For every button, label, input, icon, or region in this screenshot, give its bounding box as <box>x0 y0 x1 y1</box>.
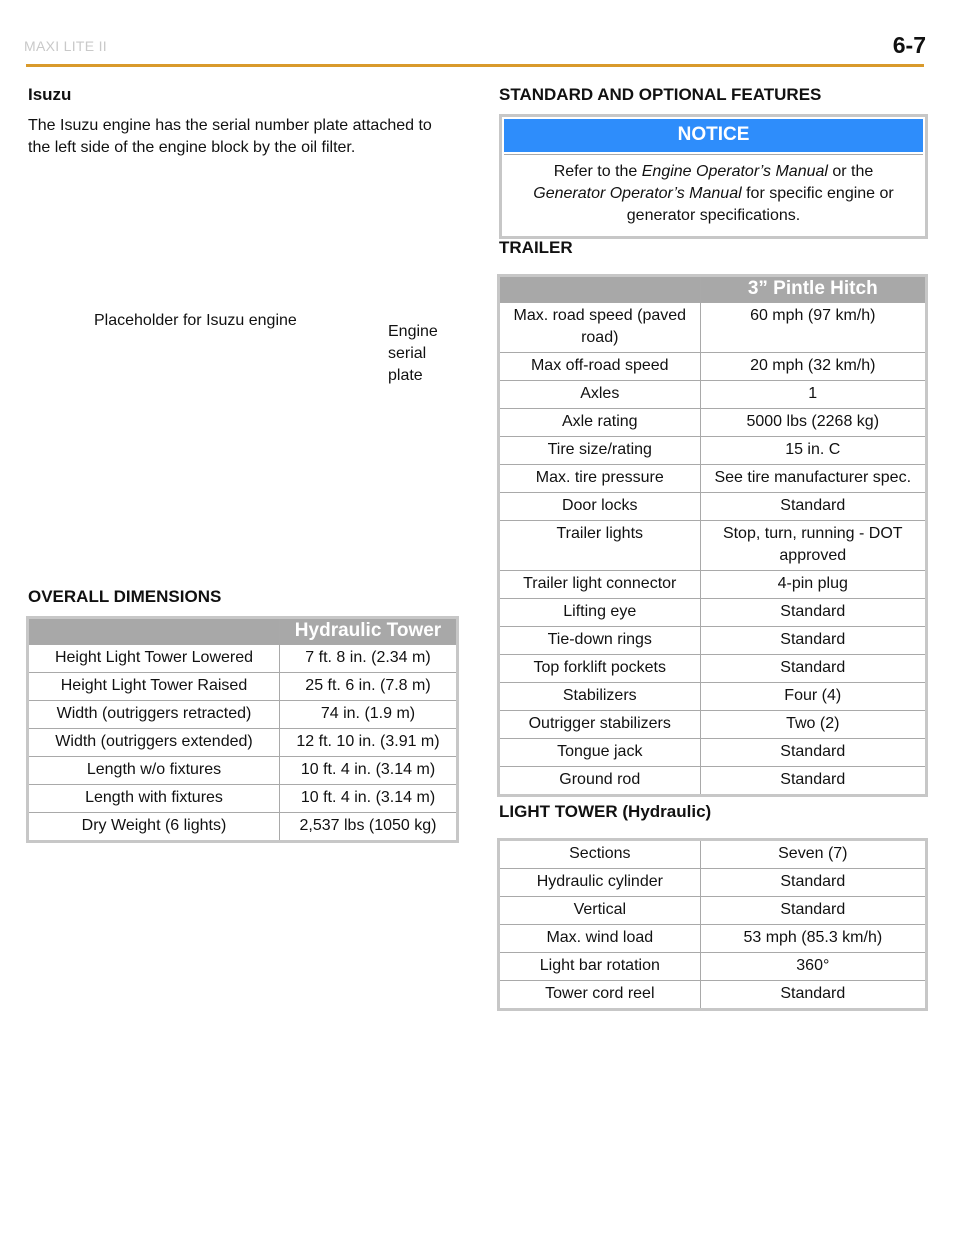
spec-value-cell: 10 ft. 4 in. (3.14 m) <box>280 757 458 785</box>
page-number: 6-7 <box>892 32 926 58</box>
manual-title: Generator Operator’s Manual <box>533 185 742 202</box>
spec-value-cell: Four (4) <box>700 683 926 711</box>
spec-value-cell: Stop, turn, running - DOT approved <box>700 521 926 571</box>
table-row <box>499 409 927 437</box>
isuzu-heading: Isuzu <box>28 85 72 104</box>
product-name: MAXI LITE II <box>24 38 107 54</box>
spec-value-cell: 74 in. (1.9 m) <box>280 701 458 729</box>
spec-label-cell: Top forklift pockets <box>499 655 701 683</box>
table-row <box>499 521 927 571</box>
spec-value-cell: Standard <box>700 599 926 627</box>
table-row <box>28 757 458 785</box>
table-row <box>499 465 927 493</box>
spec-label-cell: Light bar rotation <box>499 953 701 981</box>
spec-value-cell: 5000 lbs (2268 kg) <box>700 409 926 437</box>
table-row <box>499 840 927 869</box>
table-row <box>499 599 927 627</box>
notice-box <box>499 114 928 239</box>
table-row <box>28 785 458 813</box>
spec-label-cell: Max off-road speed <box>499 353 701 381</box>
spec-value-cell: 15 in. C <box>700 437 926 465</box>
spec-value-cell: See tire manufacturer spec. <box>700 465 926 493</box>
notice-text-part: Refer to the <box>553 163 642 180</box>
table-header-blank <box>499 276 701 303</box>
spec-label-cell: Axles <box>499 381 701 409</box>
table-row <box>499 353 927 381</box>
callout-line: plate <box>388 367 423 384</box>
spec-label-cell: Max. wind load <box>499 925 701 953</box>
table-row <box>28 673 458 701</box>
spec-label-cell: Tire size/rating <box>499 437 701 465</box>
spec-value-cell: 20 mph (32 km/h) <box>700 353 926 381</box>
spec-label-cell: Length with fixtures <box>28 785 280 813</box>
table-header-blank <box>28 618 280 645</box>
header-rule <box>26 64 924 67</box>
table-row <box>499 655 927 683</box>
light-tower-heading: LIGHT TOWER (Hydraulic) <box>499 802 712 821</box>
table-row <box>499 897 927 925</box>
table-row <box>499 381 927 409</box>
spec-value-cell: Standard <box>700 493 926 521</box>
table-row <box>499 437 927 465</box>
spec-value-cell: Seven (7) <box>700 840 926 869</box>
table-row <box>499 711 927 739</box>
table-row <box>499 981 927 1010</box>
spec-value-cell: 7 ft. 8 in. (2.34 m) <box>280 645 458 673</box>
spec-value-cell: 25 ft. 6 in. (7.8 m) <box>280 673 458 701</box>
table-row <box>499 953 927 981</box>
spec-value-cell: Standard <box>700 767 926 796</box>
spec-label-cell: Max. tire pressure <box>499 465 701 493</box>
spec-value-cell: 12 ft. 10 in. (3.91 m) <box>280 729 458 757</box>
notice-text <box>504 154 923 234</box>
spec-value-cell: 4-pin plug <box>700 571 926 599</box>
table-header-row <box>28 618 458 645</box>
notice-label: NOTICE <box>504 119 923 152</box>
spec-label-cell: Hydraulic cylinder <box>499 869 701 897</box>
trailer-table <box>497 274 928 797</box>
spec-value-cell: Standard <box>700 655 926 683</box>
trailer-heading: TRAILER <box>499 238 573 257</box>
table-row <box>499 767 927 796</box>
table-row <box>499 627 927 655</box>
table-header-cell: 3” Pintle Hitch <box>700 276 926 303</box>
spec-value-cell: 60 mph (97 km/h) <box>700 303 926 353</box>
spec-label-cell: Trailer lights <box>499 521 701 571</box>
spec-label-cell: Sections <box>499 840 701 869</box>
table-row <box>28 813 458 842</box>
table-row <box>499 493 927 521</box>
overall-dimensions-table <box>26 616 459 843</box>
spec-label-cell: Door locks <box>499 493 701 521</box>
callout-line: Engine <box>388 323 438 340</box>
spec-label-cell: Ground rod <box>499 767 701 796</box>
serial-plate-callout <box>388 321 438 387</box>
spec-value-cell: Standard <box>700 627 926 655</box>
notice-text-part: or the <box>827 163 874 180</box>
spec-value-cell: Two (2) <box>700 711 926 739</box>
image-placeholder: Placeholder for Isuzu engine <box>94 312 297 329</box>
spec-label-cell: Tower cord reel <box>499 981 701 1010</box>
callout-line: serial <box>388 345 427 362</box>
spec-value-cell: 1 <box>700 381 926 409</box>
spec-label-cell: Stabilizers <box>499 683 701 711</box>
spec-label-cell: Vertical <box>499 897 701 925</box>
table-row <box>499 925 927 953</box>
spec-label-cell: Tongue jack <box>499 739 701 767</box>
spec-label-cell: Max. road speed (paved road) <box>499 303 701 353</box>
notice-text-part: for specific engine or generator specifications. <box>626 185 894 224</box>
spec-value-cell: 360° <box>700 953 926 981</box>
spec-value-cell: 53 mph (85.3 km/h) <box>700 925 926 953</box>
spec-label-cell: Outrigger stabilizers <box>499 711 701 739</box>
table-row <box>28 701 458 729</box>
features-heading: STANDARD AND OPTIONAL FEATURES <box>499 85 822 104</box>
spec-value-cell: Standard <box>700 869 926 897</box>
spec-value-cell: 2,537 lbs (1050 kg) <box>280 813 458 842</box>
isuzu-description: The Isuzu engine has the serial number plate attached to the left side of the engine block by the oil filter. <box>28 117 432 156</box>
spec-label-cell: Width (outriggers retracted) <box>28 701 280 729</box>
table-row <box>499 869 927 897</box>
spec-label-cell: Width (outriggers extended) <box>28 729 280 757</box>
table-header-cell: Hydraulic Tower <box>280 618 458 645</box>
table-row <box>499 739 927 767</box>
spec-label-cell: Trailer light connector <box>499 571 701 599</box>
spec-label-cell: Height Light Tower Lowered <box>28 645 280 673</box>
table-row <box>499 571 927 599</box>
spec-value-cell: Standard <box>700 981 926 1010</box>
spec-label-cell: Height Light Tower Raised <box>28 673 280 701</box>
table-row <box>499 303 927 353</box>
spec-label-cell: Lifting eye <box>499 599 701 627</box>
spec-label-cell: Length w/o fixtures <box>28 757 280 785</box>
spec-value-cell: 10 ft. 4 in. (3.14 m) <box>280 785 458 813</box>
manual-title: Engine Operator’s Manual <box>641 163 828 180</box>
spec-label-cell: Axle rating <box>499 409 701 437</box>
table-row <box>499 683 927 711</box>
spec-label-cell: Tie-down rings <box>499 627 701 655</box>
overall-dimensions-heading: OVERALL DIMENSIONS <box>28 587 222 606</box>
light-tower-table <box>497 838 928 1011</box>
table-row <box>28 729 458 757</box>
table-header-row <box>499 276 927 303</box>
spec-value-cell: Standard <box>700 897 926 925</box>
spec-label-cell: Dry Weight (6 lights) <box>28 813 280 842</box>
table-row <box>28 645 458 673</box>
spec-value-cell: Standard <box>700 739 926 767</box>
